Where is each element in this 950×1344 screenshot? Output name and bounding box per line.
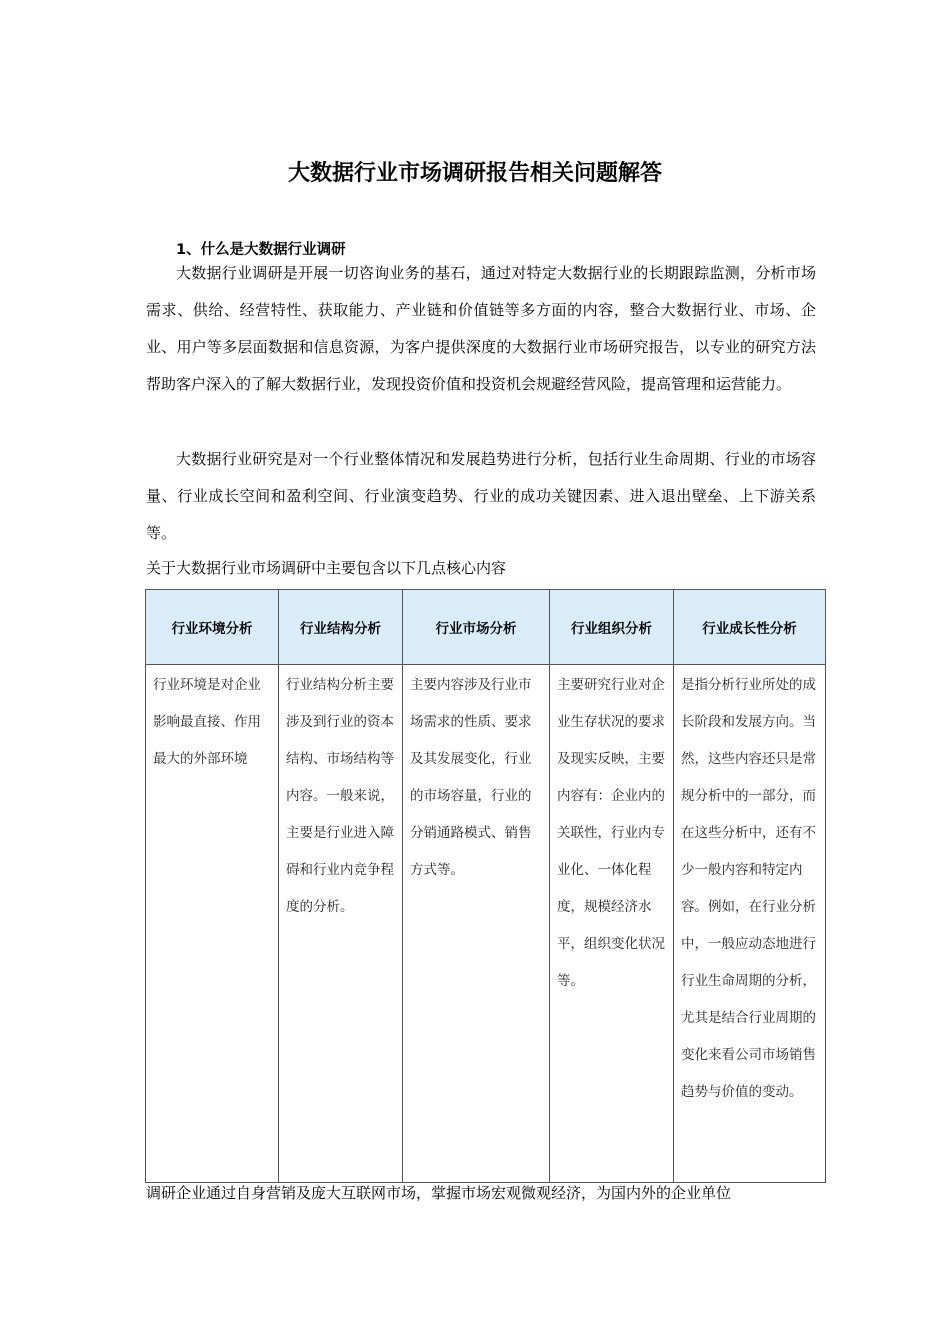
table-intro-line: 关于大数据行业市场调研中主要包含以下几点核心内容 bbox=[146, 559, 507, 577]
paragraph-industry-research: 大数据行业调研是开展一切咨询业务的基石，通过对特定大数据行业的长期跟踪监测，分析市场需求、供给、经营特性、获取能力、产业链和价值链等多方面的内容，整合大数据行业、市场、企业、用户等多层面数据和信息资源，为客户提供深度的大数据行业市场研究报告，以专业的研究方法帮助客户深入的了解大数据行业，发现投资价值和投资机会规避经营风险，提高管理和运营能力。 bbox=[146, 264, 816, 393]
header-industry-environment: 行业环境分析 bbox=[146, 590, 279, 665]
header-industry-market: 行业市场分析 bbox=[403, 590, 550, 665]
cell-industry-growth: 是指分析行业所处的成长阶段和发展方向。当然，这些内容还只是常规分析中的一部分，而在这些分析中，还有不少一般内容和特定内容。例如，在行业分析中，一般应动态地进行行业生命周期的分析，尤其是结合行业周期的变化来看公司市场销售趋势与价值的变动。 bbox=[674, 665, 826, 1183]
document-title: 大数据行业市场调研报告相关问题解答 bbox=[287, 161, 662, 186]
table-header-row bbox=[146, 590, 826, 665]
core-content-table bbox=[145, 589, 826, 1183]
header-industry-growth: 行业成长性分析 bbox=[674, 590, 826, 665]
cell-industry-structure: 行业结构分析主要涉及到行业的资本结构、市场结构等内容。一般来说，主要是行业进入障碍和行业内竞争程度的分析。 bbox=[279, 665, 403, 1183]
paragraph-industry-study: 大数据行业研究是对一个行业整体情况和发展趋势进行分析，包括行业生命周期、行业的市场容量、行业成长空间和盈利空间、行业演变趋势、行业的成功关键因素、进入退出壁垒、上下游关系等。 bbox=[146, 450, 816, 542]
table-row bbox=[146, 665, 826, 1183]
footer-paragraph: 调研企业通过自身营销及庞大互联网市场，掌握市场宏观微观经济，为国内外的企业单位 bbox=[146, 1184, 732, 1202]
section-heading: 1、什么是大数据行业调研 bbox=[176, 242, 346, 258]
header-industry-structure: 行业结构分析 bbox=[279, 590, 403, 665]
cell-industry-organization: 主要研究行业对企业生存状况的要求及现实反映，主要内容有：企业内的关联性，行业内专业化、一体化程度，规模经济水平，组织变化状况等。 bbox=[550, 665, 674, 1183]
cell-industry-market: 主要内容涉及行业市场需求的性质、要求及其发展变化，行业的市场容量，行业的分销通路模式、销售方式等。 bbox=[403, 665, 550, 1183]
header-industry-organization: 行业组织分析 bbox=[550, 590, 674, 665]
cell-industry-environment: 行业环境是对企业影响最直接、作用最大的外部环境 bbox=[146, 665, 279, 1183]
